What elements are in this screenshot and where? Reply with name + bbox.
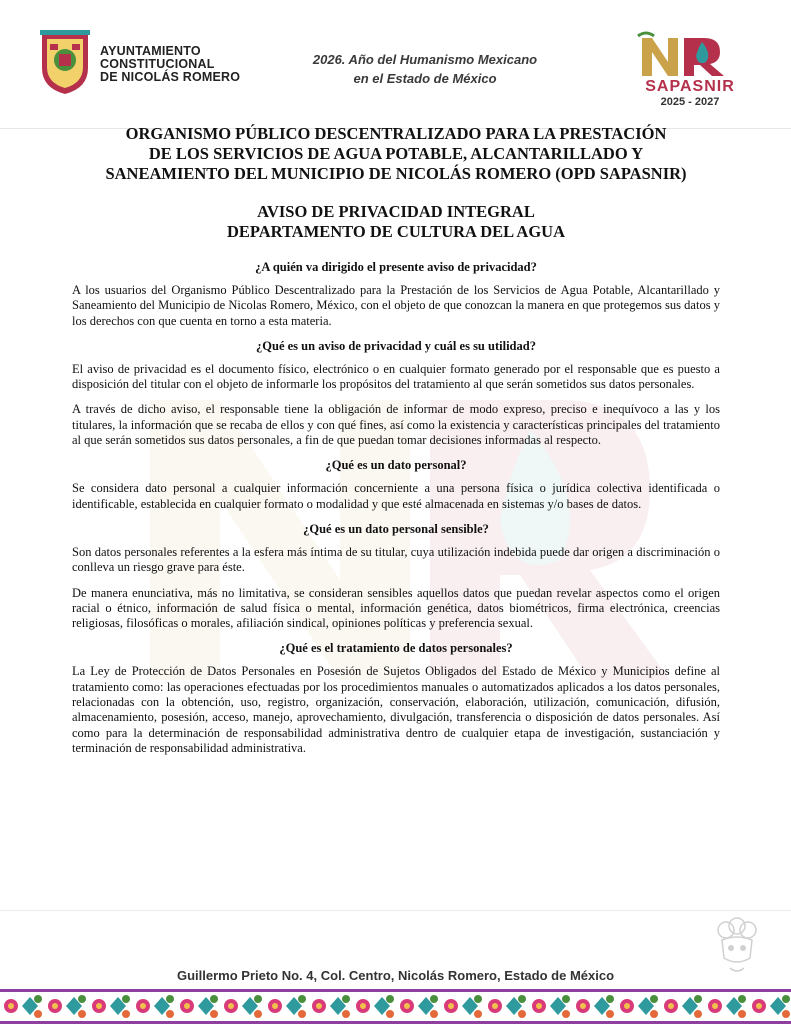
organization-title-line: DE LOS SERVICIOS DE AGUA POTABLE, ALCANTARILLADO Y [148, 144, 644, 163]
section-heading: ¿Qué es el tratamiento de datos personales? [279, 641, 513, 656]
section-heading: ¿Qué es un dato personal? [325, 458, 467, 473]
organization-title-line: SANEAMIENTO DEL MUNICIPIO DE NICOLÁS ROMERO (OPD SAPASNIR) [105, 164, 687, 183]
sapasnir-period: 2025 - 2027 [660, 96, 720, 108]
year-motto-line: en el Estado de México [353, 71, 497, 86]
embroidery-border [0, 989, 791, 1024]
section-paragraph: La Ley de Protección de Datos Personales en Posesión de Sujetos Obligados del Estado de México y Municipios define al tratamiento como: las operaciones efectuadas por los procedimientos manuales o automatizados aplicados a los datos personales, relacionadas con la obtención, uso, registro, organización, conservación, elaboración, utilización, comunicación, difusión, almacenamiento, posesión, acceso, manejo, aprovechamiento, divulgación, transferencia o disposición de datos personales. Así como para la determinación de responsabilidad administrativa dentro de cualquier etapa de investigación, sustanciación y terminación de responsabilidad administrativa. [72, 664, 720, 755]
organization-title-line: ORGANISMO PÚBLICO DESCENTRALIZADO PARA LA PRESTACIÓN [125, 124, 667, 143]
page-header [0, 0, 791, 129]
year-motto-line: 2026. Año del Humanismo Mexicano [312, 52, 538, 67]
ayuntamiento-line: AYUNTAMIENTO [100, 44, 201, 58]
notice-title-line: DEPARTAMENTO DE CULTURA DEL AGUA [226, 222, 566, 241]
ayuntamiento-name [100, 45, 240, 84]
section-paragraph: A los usuarios del Organismo Público Descentralizado para la Prestación de los Servicios de Agua Potable, Alcantarillado y Saneamiento del Municipio de Nicolas Romero, México, con el objeto de que conozcan la manera en que protegemos sus datos y los derechos con que cuenta en torno a esta materia. [72, 283, 720, 328]
section-paragraph: El aviso de privacidad es el documento físico, electrónico o en cualquier formato generado por el responsable que es puesto a disposición del titular con el objeto de informarle los propósitos del tratamiento al que serán sometidos sus datos personales. [72, 361, 720, 392]
notice-title-line: AVISO DE PRIVACIDAD INTEGRAL [257, 202, 535, 221]
section-paragraph: Se considera dato personal a cualquier información concerniente a una persona física o jurídica colectiva identificada o identificable, establecida en cualquier formato o modalidad y que esté almacenada en sistemas y/o bases de datos. [72, 481, 720, 511]
ayuntamiento-line: CONSTITUCIONAL [100, 57, 215, 71]
sapasnir-brand: SAPASNIR [645, 78, 735, 95]
year-motto [290, 50, 560, 88]
section-paragraph: Son datos personales referentes a la esfera más íntima de su titular, cuya utilización indebida puede dar origen a discriminación o conlleva un riesgo grave para éste. [72, 544, 720, 575]
section-paragraph: De manera enunciativa, más no limitativa, se consideran sensibles aquellos datos que puedan revelar aspectos como el origen racial o étnico, información de salud física o mental, información genética, datos biométricos, firma electrónica, creencias religiosas, filosóficas o morales, afiliación sindical, opiniones políticas y preferencia sexual. [72, 585, 720, 631]
section-paragraph: A través de dicho aviso, el responsable tiene la obligación de informar de modo expreso, preciso e inequívoco a las y los titulares, la información que se recaba de ellos y con qué fines, así como la existencia y características principales del tratamiento al que serán sometidos sus datos personales, a fin de que puedan tomar decisiones informadas al respecto. [72, 402, 720, 448]
municipal-coat-of-arms-icon [36, 30, 94, 96]
footer-divider [0, 910, 791, 911]
document-body [72, 124, 720, 766]
notice-title [72, 202, 720, 242]
footer-address: Guillermo Prieto No. 4, Col. Centro, Nicolás Romero, Estado de México [176, 968, 615, 983]
section-heading: ¿A quién va dirigido el presente aviso de privacidad? [255, 260, 537, 274]
organization-title [72, 124, 720, 184]
ayuntamiento-line: DE NICOLÁS ROMERO [100, 70, 241, 84]
section-heading: ¿Qué es un aviso de privacidad y cuál es su utilidad? [256, 338, 536, 353]
section-heading: ¿Qué es un dato personal sensible? [303, 521, 489, 536]
